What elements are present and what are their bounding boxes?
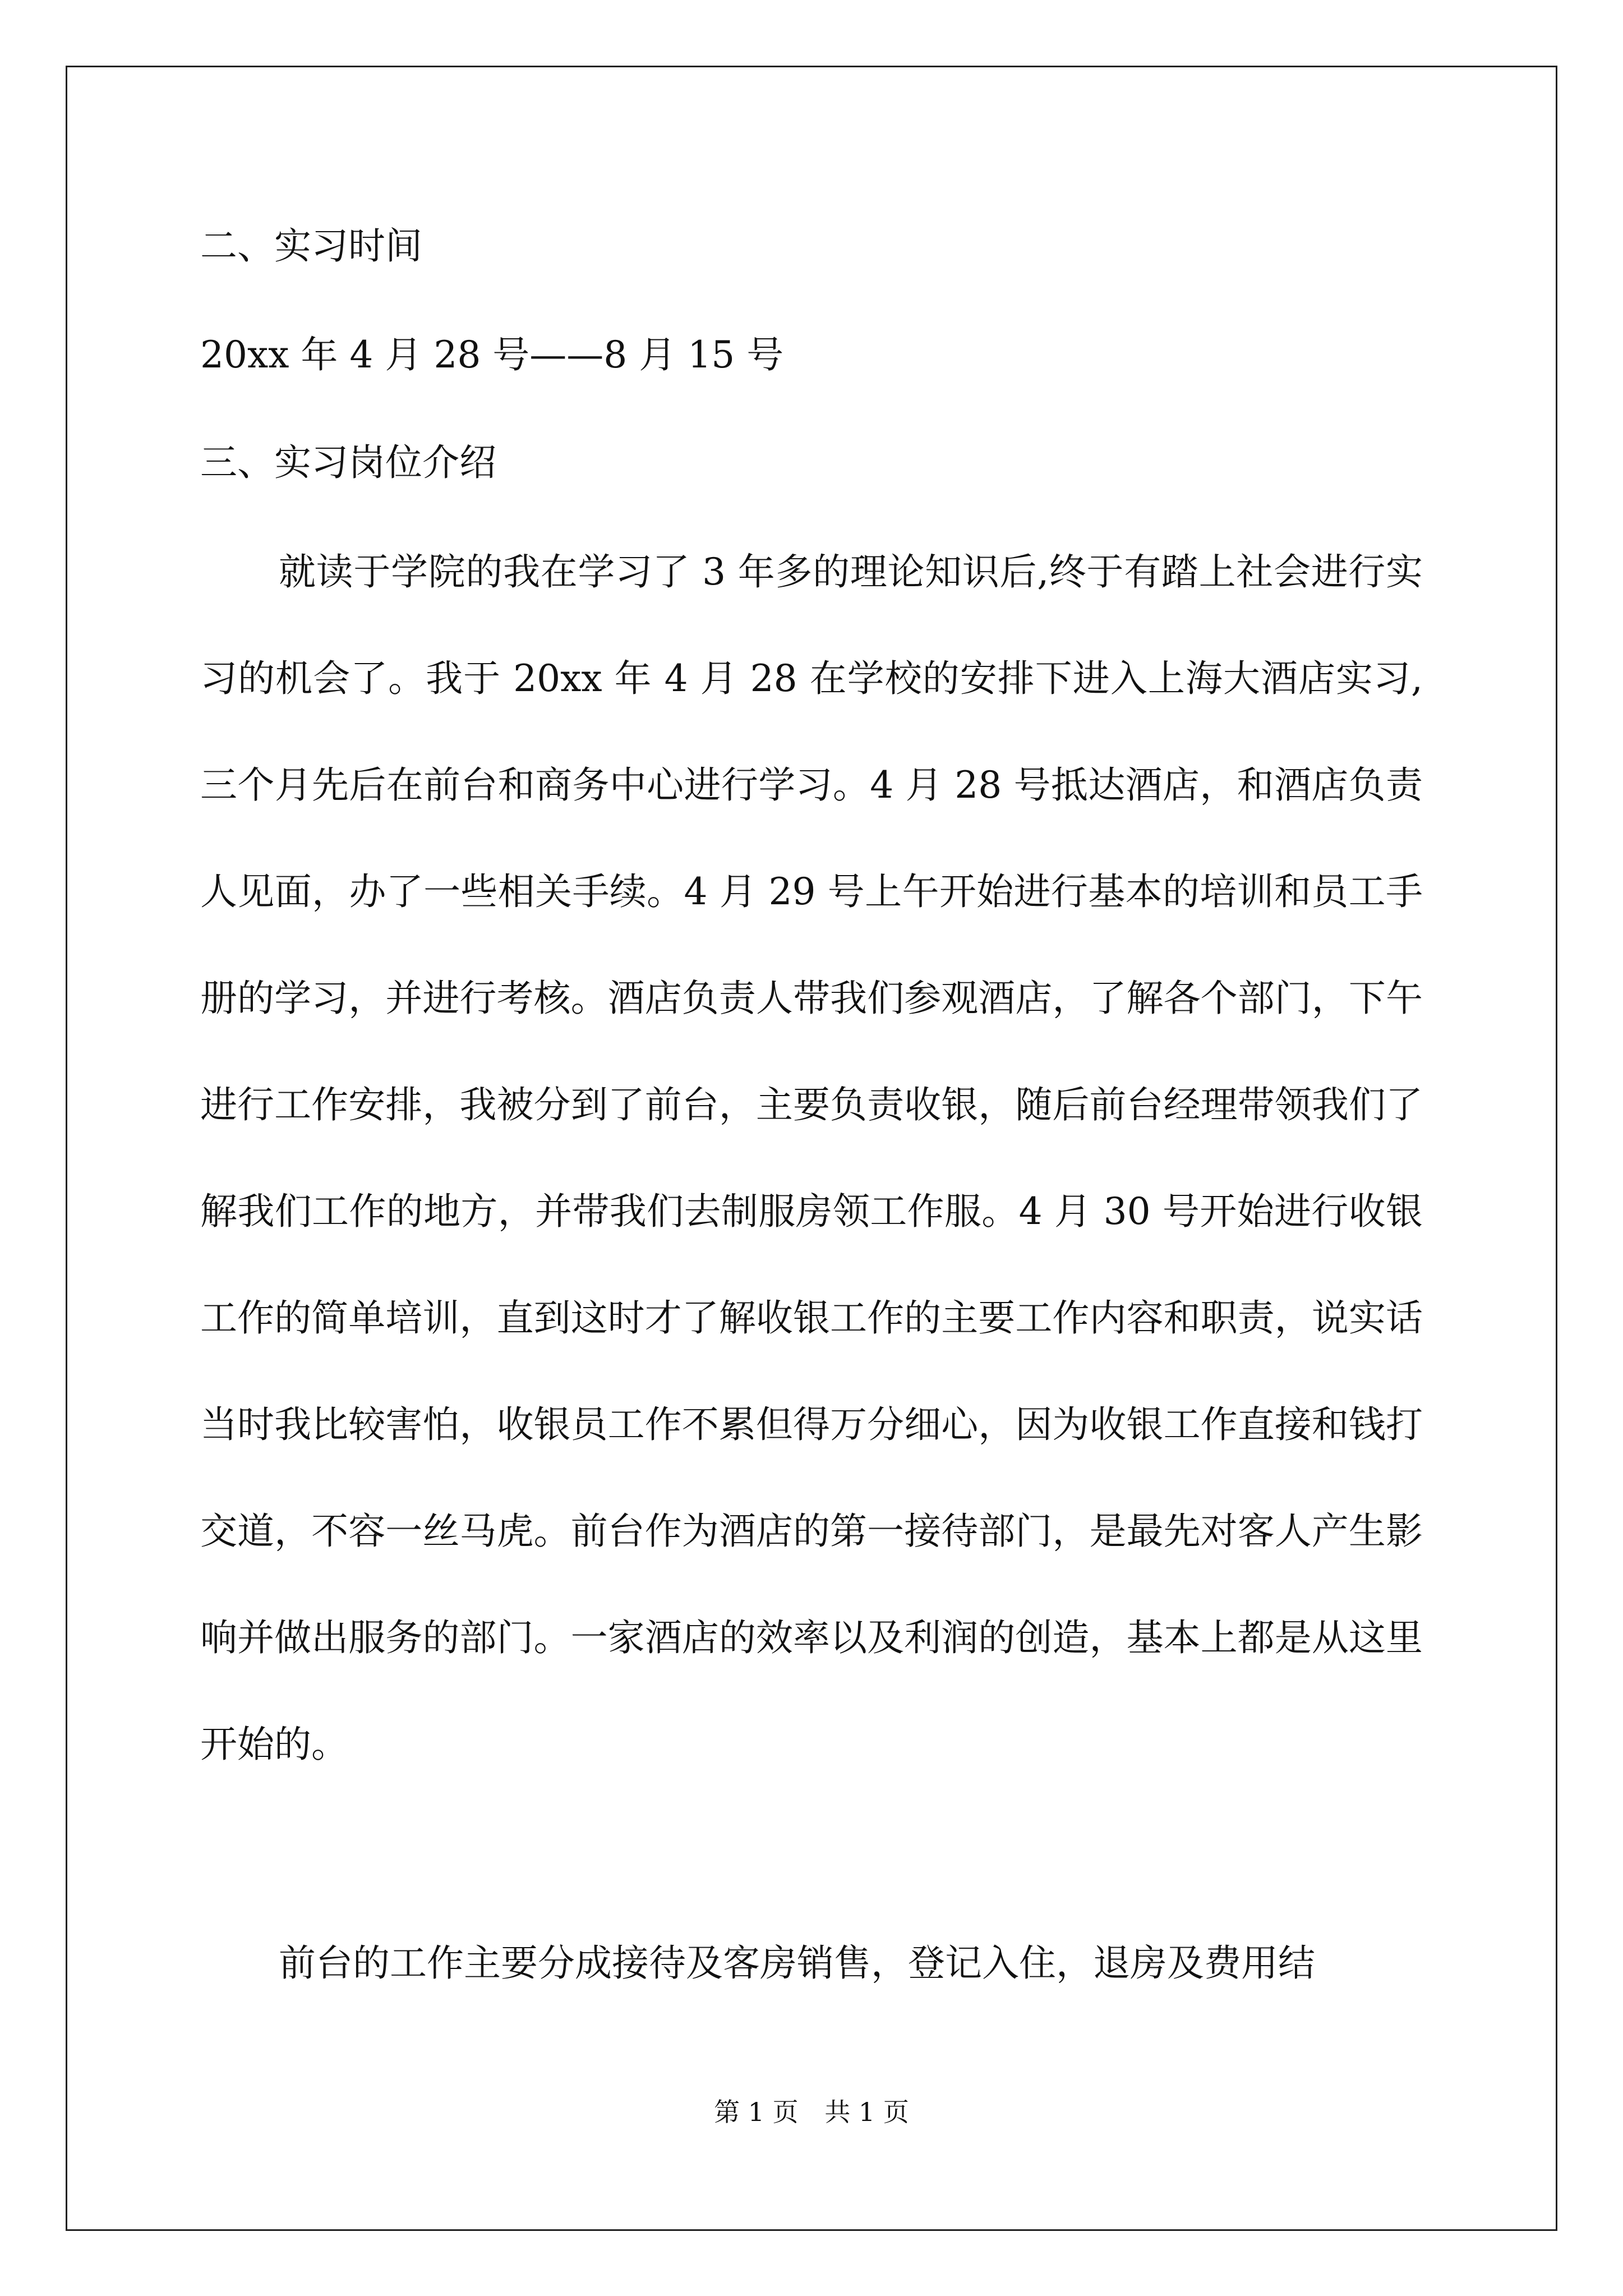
section-heading-position-intro: 三、实习岗位介绍 [200,441,496,484]
page-footer [0,2095,1623,2129]
body-paragraph-2: 前台的工作主要分成接待及客房销售，登记入住，退房及费用结 [279,1941,1315,1985]
page-total: 共 1 页 [824,2097,909,2127]
page-number: 第 1 页 [714,2097,799,2127]
internship-period: 20xx 年 4 月 28 号——8 月 15 号 [200,333,784,376]
section-heading-internship-time: 二、实习时间 [200,224,422,268]
body-paragraph-1: 就读于学院的我在学习了 3 年多的理论知识后,终于有踏上社会进行实习的机会了。我于 20xx 年 4 月 28 在学校的安排下进入上海大酒店实习,三个月先后在前台和商务中心进行学习。4 月 28 号抵达酒店，和酒店负责人见面，办了一些相关手续。4 月 29 号上午开始进行基本的培训和员工手册的学习，并进行考核。酒店负责人带我们参观酒店，了解各个部门，下午进行工作安排，我被分到了前台，主要负责收银，随后前台经理带领我们了解我们工作的地方，并带我们去制服房领工作服。4 月 30 号开始进行收银工作的简单培训，直到这时才了解收银工作的主要工作内容和职责，说实话当时我比较害怕，收银员工作不累但得万分细心，因为收银工作直接和钱打交道，不容一丝马虎。前台作为酒店的第一接待部门，是最先对客人产生影响并做出服务的部门。一家酒店的效率以及利润的创造，基本上都是从这里开始的。 [200,550,1423,1766]
